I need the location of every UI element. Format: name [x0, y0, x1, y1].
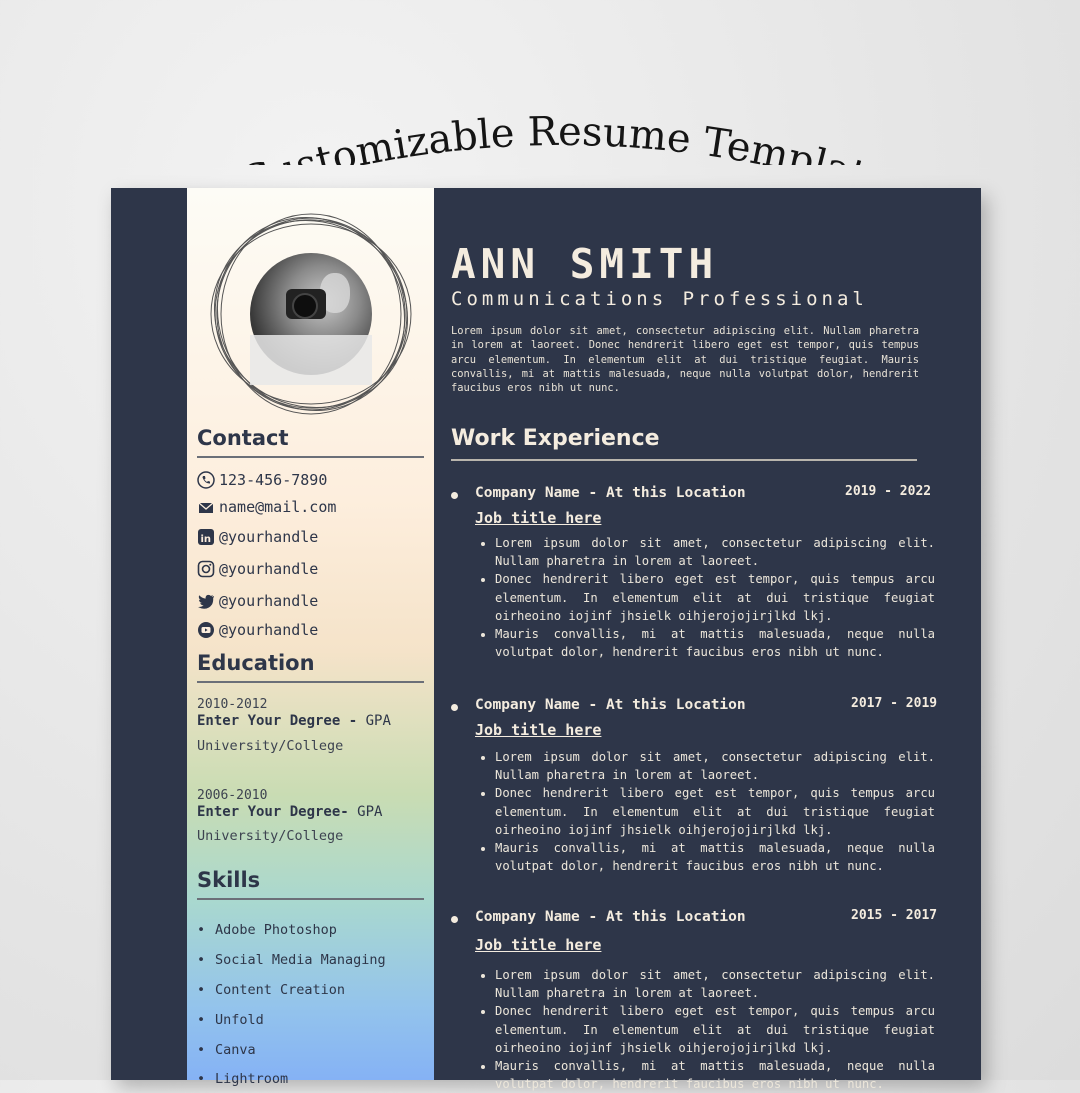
- job-dates: 2017 - 2019: [851, 696, 938, 711]
- phone-icon: [197, 471, 215, 489]
- phone-text: 123-456-7890: [219, 471, 328, 489]
- contact-twitter: [197, 589, 318, 613]
- svg-text:in: in: [200, 534, 212, 545]
- job-bullet: • Mauris convallis, mi at mattis malesuada, neque nulla volutpat dolor, hendrerit faucibus eros nibh ut nunc.: [495, 625, 935, 661]
- sidebar: [187, 188, 434, 1087]
- main-column: [451, 188, 971, 1092]
- job-bullet: • Lorem ipsum dolor sit amet, consectetur adipiscing elit. Nullam pharetra in lorem at laoreet.: [495, 748, 935, 784]
- skill-item: • Social Media Managing: [197, 952, 386, 968]
- skill-item: • Canva: [197, 1042, 256, 1058]
- instagram-text: @yourhandle: [219, 560, 319, 578]
- work-experience-heading: Work Experience: [451, 426, 917, 461]
- job-dates: 2015 - 2017: [851, 908, 938, 923]
- youtube-text: @yourhandle: [219, 621, 319, 639]
- skill-item: • Unfold: [197, 1012, 264, 1028]
- linkedin-text: @yourhandle: [219, 528, 319, 546]
- job-bullets: [477, 748, 935, 875]
- bullet-icon: [451, 704, 458, 711]
- job-company: Company Name - At this Location: [475, 697, 746, 713]
- job-bullet: • Mauris convallis, mi at mattis malesuada, neque nulla volutpat dolor, hendrerit faucibus eros nibh ut nunc.: [495, 1057, 935, 1093]
- skill-label: Lightroom: [215, 1071, 289, 1087]
- job-title: Job title here: [475, 721, 602, 739]
- skill-item: • Adobe Photoshop: [197, 922, 337, 938]
- photo-sweater: [250, 335, 372, 385]
- contact-email: [197, 495, 336, 519]
- education-degree-2: [197, 804, 382, 820]
- skill-label: Canva: [215, 1042, 256, 1058]
- twitter-icon: [197, 592, 215, 610]
- job-bullet: • Mauris convallis, mi at mattis malesuada, neque nulla volutpat dolor, hendrerit faucibus eros nibh ut nunc.: [495, 839, 935, 875]
- camera-lens-icon: [292, 293, 318, 319]
- education-school-1: University/College: [197, 738, 344, 754]
- skill-label: Social Media Managing: [215, 952, 386, 968]
- education-heading: Education: [197, 651, 424, 683]
- degree-name-2: Enter Your Degree-: [197, 804, 349, 820]
- degree-name-1: Enter Your Degree -: [197, 713, 358, 729]
- job-title: Job title here: [475, 509, 602, 527]
- job-bullets: [477, 534, 935, 661]
- education-degree-1: [197, 713, 391, 729]
- contact-phone: [197, 468, 327, 492]
- contact-youtube: [197, 618, 318, 642]
- profile-photo-frame: [205, 208, 417, 420]
- linkedin-icon: [197, 528, 215, 546]
- bullet-icon: [451, 492, 458, 499]
- instagram-icon: [197, 560, 215, 578]
- job-bullets: [477, 966, 935, 1093]
- education-years-1: 2010-2012: [197, 697, 268, 712]
- bullet-icon: [451, 916, 458, 923]
- job-company: Company Name - At this Location: [475, 485, 746, 501]
- job-bullet: • Lorem ipsum dolor sit amet, consectetur adipiscing elit. Nullam pharetra in lorem at laoreet.: [495, 966, 935, 1002]
- resume-page: [111, 188, 981, 1092]
- contact-heading: Contact: [197, 426, 424, 458]
- twitter-text: @yourhandle: [219, 592, 319, 610]
- degree-gpa-2: GPA: [357, 804, 383, 820]
- job-dates: 2019 - 2022: [845, 484, 932, 499]
- banner-title-svg: [0, 55, 1080, 165]
- job-company: Company Name - At this Location: [475, 909, 746, 925]
- skills-heading: Skills: [197, 868, 424, 900]
- email-text: name@mail.com: [219, 498, 337, 516]
- skill-label: Unfold: [215, 1012, 264, 1028]
- youtube-icon: [197, 621, 215, 639]
- skill-label: Content Creation: [215, 982, 346, 998]
- resume-role: Communications Professional: [451, 288, 868, 310]
- banner-title: tomizable Resume Templ: [311, 108, 832, 165]
- resume-name: ANN SMITH: [451, 240, 719, 288]
- skill-item: • Lightroom: [197, 1071, 289, 1087]
- job-bullet: • Lorem ipsum dolor sit amet, consectetur adipiscing elit. Nullam pharetra in lorem at laoreet.: [495, 534, 935, 570]
- skill-label: Adobe Photoshop: [215, 922, 337, 938]
- job-bullet: • Donec hendrerit libero eget est tempor, quis tempus arcu elementum. In elementum elit at dui tristique feugiat oirheoino iojinf jhsielk oihjerojojirjlkd lkj.: [495, 1002, 935, 1057]
- mail-icon: [197, 498, 215, 516]
- job-bullet: • Donec hendrerit libero eget est tempor, quis tempus arcu elementum. In elementum elit at dui tristique feugiat oirheoino iojinf jhsielk oihjerojojirjlkd lkj.: [495, 784, 935, 839]
- banner: [0, 55, 1080, 165]
- skill-item: • Content Creation: [197, 982, 346, 998]
- job-bullet: • Donec hendrerit libero eget est tempor, quis tempus arcu elementum. In elementum elit at dui tristique feugiat oirheoino iojinf jhsielk oihjerojojirjlkd lkj.: [495, 570, 935, 625]
- education-years-2: 2006-2010: [197, 788, 268, 803]
- contact-instagram: [197, 557, 318, 581]
- profile-photo: [250, 253, 372, 375]
- degree-gpa-1: GPA: [365, 713, 391, 729]
- job-title: Job title here: [475, 936, 602, 954]
- contact-linkedin: [197, 525, 318, 549]
- resume-summary: Lorem ipsum dolor sit amet, consectetur adipiscing elit. Nullam pharetra in lorem at laoreet. Donec hendrerit libero eget est tempor, quis tempus arcu elementum. In elementum elit at dui tristique feugiat. Mauris convallis, mi at mattis malesuada, neque nulla volutpat dolor, hendrerit faucibus eros nibh ut nunc.: [451, 325, 919, 395]
- education-school-2: University/College: [197, 828, 344, 844]
